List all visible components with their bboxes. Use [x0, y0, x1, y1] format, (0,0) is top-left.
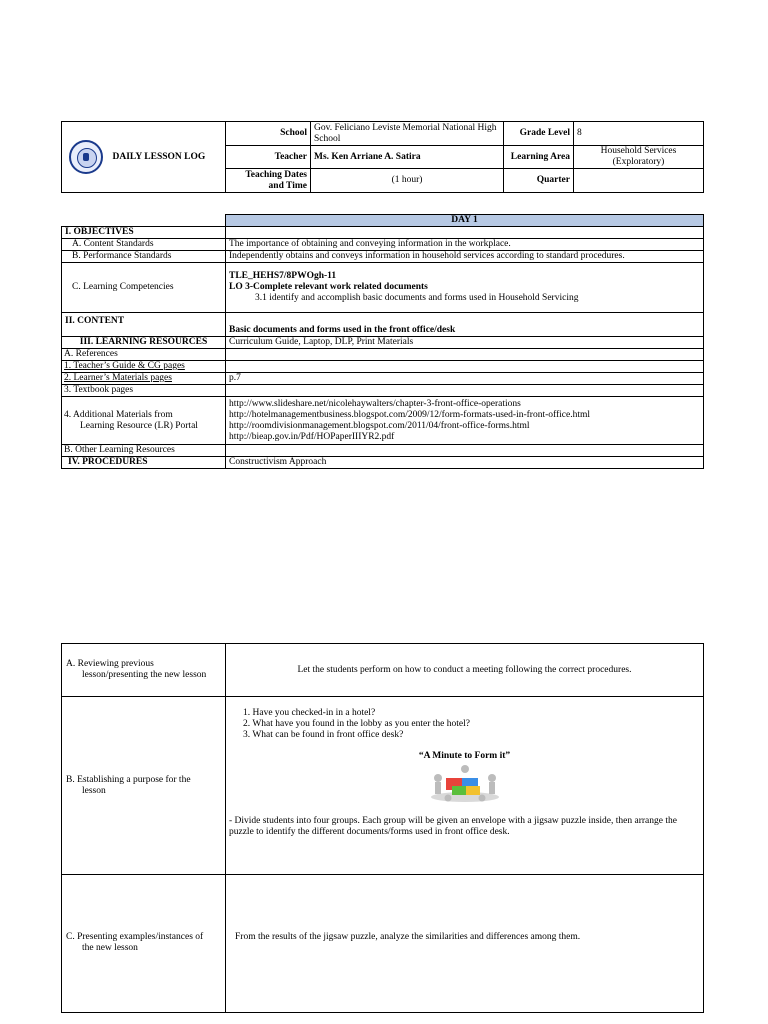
- competency-lo: LO 3-Complete relevant work related documents: [229, 282, 428, 292]
- link-3[interactable]: http://roomdivisionmanagement.blogspot.com/2011/04/front-office-forms.html: [229, 420, 530, 431]
- teacher-value: Ms. Ken Arriane A. Satira: [311, 146, 504, 169]
- question-3: 3. What can be found in front office desk?: [243, 730, 404, 740]
- step-a-label-line-2: lesson/presenting the new lesson: [82, 670, 207, 680]
- tg-value: [226, 361, 704, 373]
- link-1[interactable]: http://www.slideshare.net/nicolehaywalters/chapter-3-front-office-operations: [229, 398, 521, 409]
- links-cell: [226, 397, 704, 445]
- content-standards-label: A. Content Standards: [62, 239, 226, 251]
- step-a-label: [62, 644, 226, 697]
- resources-heading: III. LEARNING RESOURCES: [62, 337, 226, 349]
- content-value: Basic documents and forms used in the front office/desk: [226, 313, 704, 337]
- page-title: DAILY LESSON LOG: [110, 122, 226, 193]
- step-c-label-line-2: the new lesson: [82, 943, 138, 953]
- procedures-value: Constructivism Approach: [226, 457, 704, 469]
- competencies-value: [226, 263, 704, 313]
- procedures-table: [61, 643, 704, 1013]
- tg-label: 1. Teacher’s Guide & CG pages: [62, 361, 226, 373]
- competencies-label: C. Learning Competencies: [62, 263, 226, 313]
- dates-label: [226, 169, 311, 193]
- textbook-label: 3. Textbook pages: [62, 385, 226, 397]
- other-resources-label: B. Other Learning Resources: [62, 445, 226, 457]
- references-label: A. References: [62, 349, 226, 361]
- objectives-heading: I. OBJECTIVES: [62, 227, 226, 239]
- step-a-label-line-1: A. Reviewing previous: [66, 659, 154, 669]
- step-c-label: [62, 875, 226, 1013]
- quarter-value: [574, 169, 704, 193]
- content-heading: II. CONTENT: [62, 313, 226, 337]
- jigsaw-people-icon: [428, 764, 502, 804]
- deped-seal-icon: [69, 140, 103, 174]
- teacher-label: Teacher: [226, 146, 311, 169]
- school-value: Gov. Feliciano Leviste Memorial National High School: [311, 122, 504, 146]
- step-b-label: [62, 697, 226, 875]
- resources-value: Curriculum Guide, Laptop, DLP, Print Materials: [226, 337, 704, 349]
- school-label: School: [226, 122, 311, 146]
- competency-detail: 3.1 identify and accomplish basic documents and forms used in Household Servicing: [255, 293, 579, 303]
- dates-value: (1 hour): [311, 169, 504, 193]
- additional-materials-label: [62, 397, 226, 445]
- textbook-value: [226, 385, 704, 397]
- learning-area-label: Learning Area: [504, 146, 574, 169]
- performance-standards-label: B. Performance Standards: [62, 251, 226, 263]
- lesson-plan-table: [61, 214, 704, 469]
- grade-label: Grade Level: [504, 122, 574, 146]
- step-c-value: From the results of the jigsaw puzzle, analyze the similarities and differences among them.: [226, 875, 704, 1013]
- dates-label-line-2: and Time: [268, 180, 307, 191]
- additional-label-line-2: Learning Resource (LR) Portal: [80, 420, 198, 431]
- logo-cell: [62, 122, 110, 193]
- activity-text: - Divide students into four groups. Each group will be given an envelope with a jigsaw puzzle inside, then arrange the puzzle to identify the different documents/forms used in front office desk.: [229, 816, 677, 837]
- performance-standards-value: Independently obtains and conveys information in household services according to standard procedures.: [226, 251, 704, 263]
- step-b-label-line-1: B. Establishing a purpose for the: [66, 774, 191, 785]
- link-4[interactable]: http://bieap.gov.in/Pdf/HOPaperIIIYR2.pdf: [229, 431, 395, 442]
- link-2[interactable]: http://hotelmanagementbusiness.blogspot.com/2009/12/form-formats-used-in-front-office.html: [229, 409, 591, 420]
- day-header: DAY 1: [226, 215, 704, 227]
- activity-title: “A Minute to Form it”: [418, 751, 511, 761]
- step-b-value: [226, 697, 704, 875]
- step-b-label-line-2: lesson: [82, 785, 106, 796]
- lm-label: 2. Learner’s Materials pages: [62, 373, 226, 385]
- content-standards-value: The importance of obtaining and conveying information in the workplace.: [226, 239, 704, 251]
- quarter-label: Quarter: [504, 169, 574, 193]
- other-resources-value: [226, 445, 704, 457]
- header-table: [61, 121, 704, 193]
- step-c-label-line-1: C. Presenting examples/instances of: [66, 932, 204, 942]
- step-a-value: Let the students perform on how to conduct a meeting following the correct procedures.: [226, 644, 704, 697]
- dates-label-line-1: Teaching Dates: [245, 169, 307, 180]
- additional-label-line-1: 4. Additional Materials from: [64, 409, 173, 420]
- learning-area-line-1: Household Services: [600, 146, 677, 156]
- question-list: [229, 708, 700, 741]
- procedures-heading: IV. PROCEDURES: [62, 457, 226, 469]
- lm-value: p.7: [226, 373, 704, 385]
- competency-code: TLE_HEHS7/8PWOgh-11: [229, 271, 337, 281]
- learning-area-value: [574, 146, 704, 169]
- grade-value: 8: [574, 122, 704, 146]
- question-1: 1. Have you checked-in in a hotel?: [243, 708, 376, 718]
- question-2: 2. What have you found in the lobby as you enter the hotel?: [243, 719, 470, 729]
- learning-area-line-2: (Exploratory): [612, 157, 665, 167]
